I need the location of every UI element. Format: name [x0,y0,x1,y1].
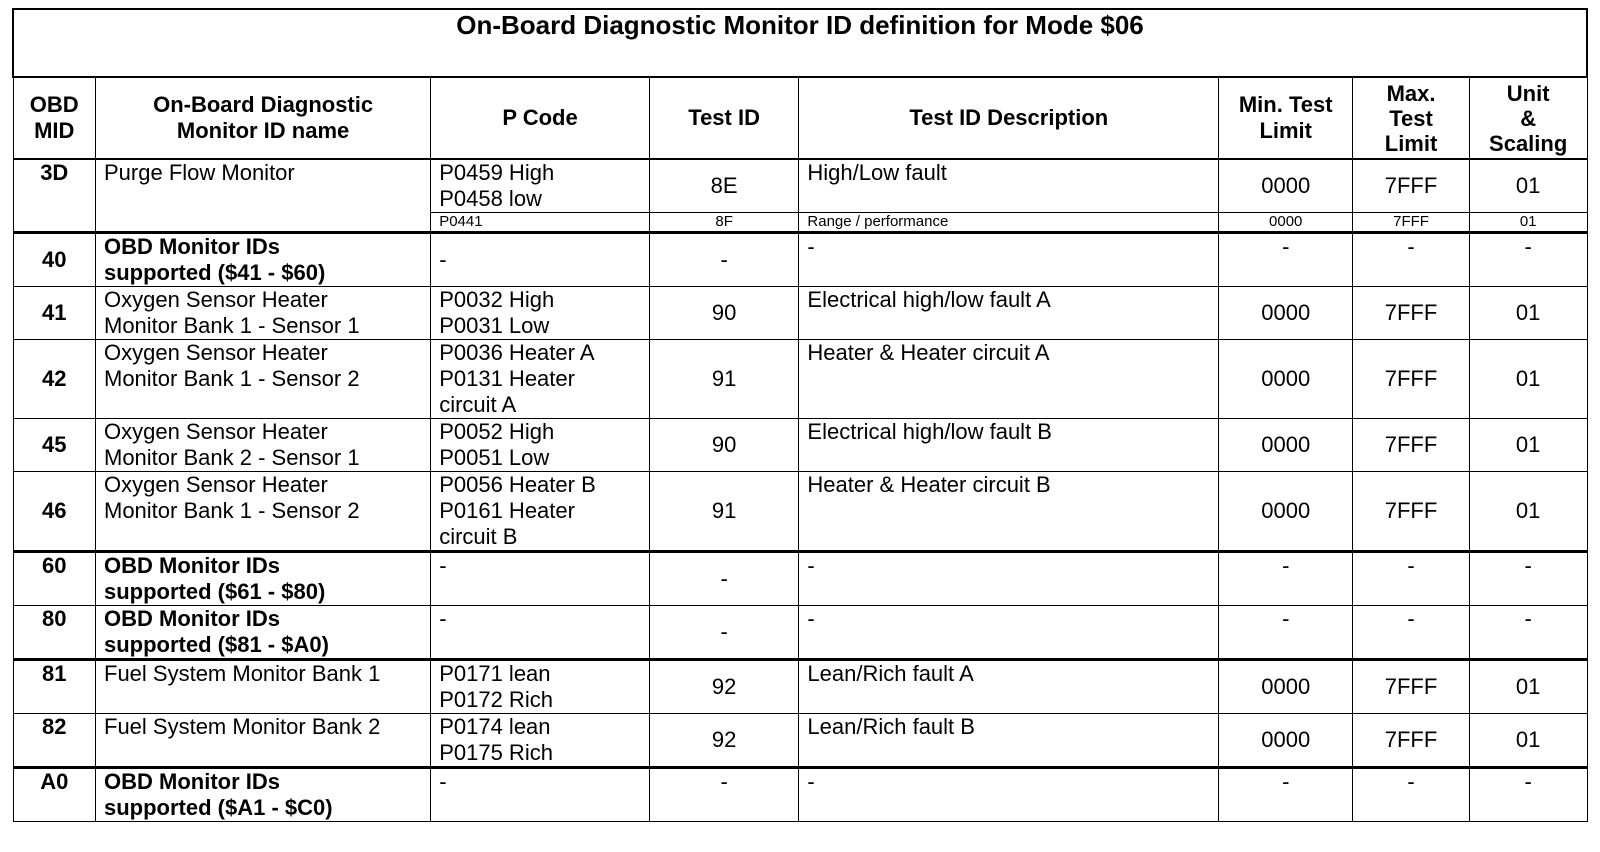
max-limit-cell: 7FFF [1353,213,1470,233]
header-obd-mid: OBD MID [13,77,96,159]
min-limit-cell: - [1219,768,1353,822]
min-limit-cell: 0000 [1219,213,1353,233]
test-id-cell: - [649,552,799,606]
description-cell: - [799,606,1219,660]
monitor-name-cell: OBD Monitor IDs supported ($81 - $A0) [96,606,431,660]
min-limit-cell: 0000 [1219,340,1353,419]
unit-cell: 01 [1469,213,1587,233]
unit-cell: 01 [1469,287,1587,340]
unit-cell: - [1469,768,1587,822]
obd-mid-cell: 81 [13,660,96,714]
obd-mid-cell: 60 [13,552,96,606]
monitor-name-cell: Oxygen Sensor Heater Monitor Bank 1 - Sensor 2 [96,340,431,419]
header-max-limit: Max. Test Limit [1353,77,1470,159]
monitor-name-cell: Fuel System Monitor Bank 1 [96,660,431,714]
obd-mid-cell: 46 [13,472,96,552]
header-test-id: Test ID [649,77,799,159]
max-limit-cell: 7FFF [1353,660,1470,714]
p-code-cell: P0036 Heater A P0131 Heater circuit A [431,340,650,419]
table-row [13,714,1587,768]
table-row [13,768,1587,822]
description-cell: - [799,233,1219,287]
test-id-cell: - [649,233,799,287]
p-code-cell: - [431,768,650,822]
p-code-cell: P0052 High P0051 Low [431,419,650,472]
min-limit-cell: 0000 [1219,472,1353,552]
monitor-name-cell: Oxygen Sensor Heater Monitor Bank 2 - Sensor 1 [96,419,431,472]
min-limit-cell: 0000 [1219,419,1353,472]
header-test-description: Test ID Description [799,77,1219,159]
min-limit-cell: 0000 [1219,660,1353,714]
description-cell: - [799,552,1219,606]
header-min-limit: Min. Test Limit [1219,77,1353,159]
unit-cell: - [1469,552,1587,606]
test-id-cell: 92 [649,714,799,768]
test-id-cell: 92 [649,660,799,714]
monitor-name-cell: Oxygen Sensor Heater Monitor Bank 1 - Sensor 1 [96,287,431,340]
p-code-cell: - [431,233,650,287]
unit-cell: 01 [1469,419,1587,472]
obd-mid-cell: A0 [13,768,96,822]
min-limit-cell: - [1219,606,1353,660]
description-cell: Electrical high/low fault B [799,419,1219,472]
obd-mode06-document [12,8,1588,822]
max-limit-cell: - [1353,768,1470,822]
test-id-cell: 90 [649,419,799,472]
obd-mid-cell: 80 [13,606,96,660]
table-row [13,472,1587,552]
table-title: On-Board Diagnostic Monitor ID definition for Mode $06 [13,9,1587,77]
table-row [13,287,1587,340]
p-code-cell: P0171 lean P0172 Rich [431,660,650,714]
p-code-cell: P0032 High P0031 Low [431,287,650,340]
p-code-cell: P0441 [431,213,650,233]
p-code-cell: P0056 Heater B P0161 Heater circuit B [431,472,650,552]
test-id-cell: 90 [649,287,799,340]
description-cell: Electrical high/low fault A [799,287,1219,340]
obd-mid-cell: 45 [13,419,96,472]
table-row [13,340,1587,419]
obd-mid-cell: 40 [13,233,96,287]
p-code-cell: P0459 High P0458 low [431,159,650,213]
table-row [13,419,1587,472]
p-code-cell: - [431,552,650,606]
max-limit-cell: 7FFF [1353,159,1470,213]
test-id-cell: 8E [649,159,799,213]
unit-cell: 01 [1469,472,1587,552]
max-limit-cell: - [1353,552,1470,606]
min-limit-cell: 0000 [1219,159,1353,213]
monitor-name-cell: OBD Monitor IDs supported ($A1 - $C0) [96,768,431,822]
test-id-cell: - [649,768,799,822]
table-row [13,552,1587,606]
test-id-cell: 8F [649,213,799,233]
description-cell: Heater & Heater circuit A [799,340,1219,419]
monitor-name-cell: Purge Flow Monitor [96,159,431,233]
obd-mid-cell: 82 [13,714,96,768]
unit-cell: 01 [1469,660,1587,714]
min-limit-cell: 0000 [1219,714,1353,768]
monitor-name-cell: Oxygen Sensor Heater Monitor Bank 1 - Sensor 2 [96,472,431,552]
description-cell: Lean/Rich fault A [799,660,1219,714]
min-limit-cell: - [1219,233,1353,287]
monitor-name-cell: OBD Monitor IDs supported ($41 - $60) [96,233,431,287]
monitor-name-cell: Fuel System Monitor Bank 2 [96,714,431,768]
table-row [13,606,1587,660]
description-cell: Heater & Heater circuit B [799,472,1219,552]
obd-mid-cell: 42 [13,340,96,419]
test-id-cell: - [649,606,799,660]
table-row [13,660,1587,714]
max-limit-cell: 7FFF [1353,340,1470,419]
unit-cell: - [1469,606,1587,660]
header-unit-scaling: Unit & Scaling [1469,77,1587,159]
max-limit-cell: 7FFF [1353,419,1470,472]
min-limit-cell: 0000 [1219,287,1353,340]
obd-mid-cell: 3D [13,159,96,233]
table-row [13,159,1587,213]
unit-cell: 01 [1469,714,1587,768]
description-cell: - [799,768,1219,822]
description-cell: High/Low fault [799,159,1219,213]
monitor-name-cell: OBD Monitor IDs supported ($61 - $80) [96,552,431,606]
test-id-cell: 91 [649,340,799,419]
max-limit-cell: 7FFF [1353,714,1470,768]
max-limit-cell: 7FFF [1353,287,1470,340]
description-cell: Range / performance [799,213,1219,233]
header-p-code: P Code [431,77,650,159]
max-limit-cell: - [1353,233,1470,287]
unit-cell: 01 [1469,340,1587,419]
description-cell: Lean/Rich fault B [799,714,1219,768]
p-code-cell: P0174 lean P0175 Rich [431,714,650,768]
header-monitor-name: On-Board Diagnostic Monitor ID name [96,77,431,159]
max-limit-cell: 7FFF [1353,472,1470,552]
header-row [13,77,1587,159]
min-limit-cell: - [1219,552,1353,606]
test-id-cell: 91 [649,472,799,552]
p-code-cell: - [431,606,650,660]
unit-cell: 01 [1469,159,1587,213]
max-limit-cell: - [1353,606,1470,660]
unit-cell: - [1469,233,1587,287]
obd-monitor-table [12,8,1588,822]
obd-mid-cell: 41 [13,287,96,340]
table-row [13,233,1587,287]
